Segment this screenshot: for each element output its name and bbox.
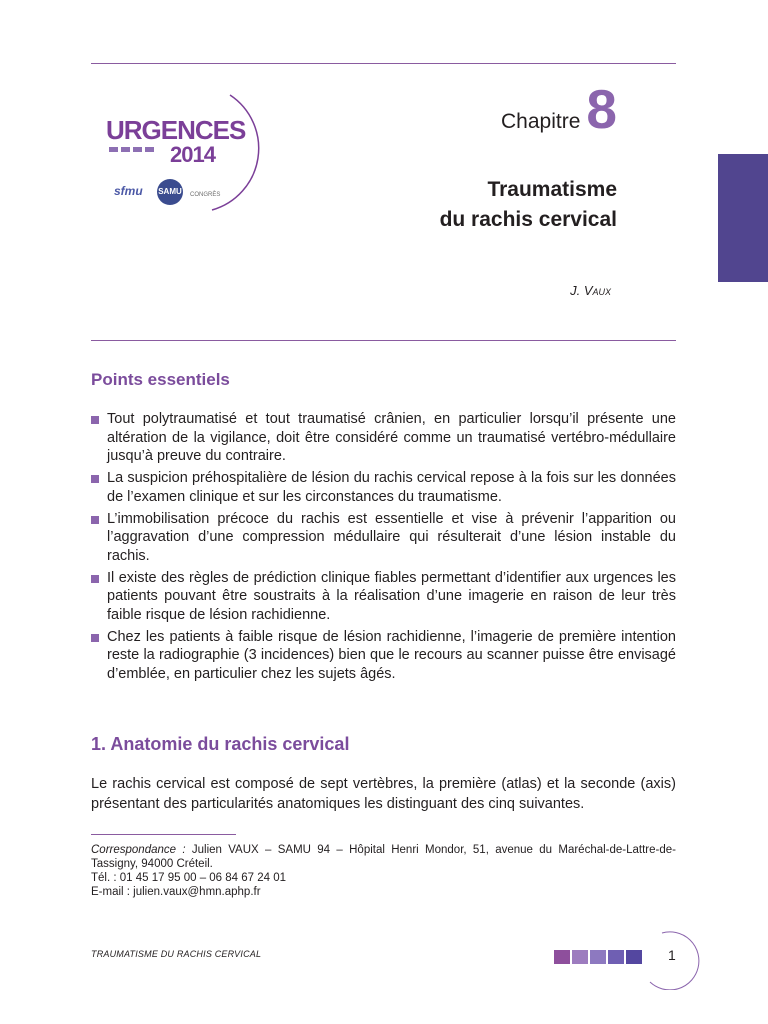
footer-color-squares [554, 950, 642, 964]
urgences-2014-logo [104, 92, 264, 217]
logo-sfmu: sfmu [114, 184, 143, 198]
section-1-heading: 1. Anatomie du rachis cervical [91, 734, 350, 754]
key-point: La suspicion préhospitalière de lésion du rachis cervical repose à la fois sur les données de l’examen clinique et sur les circonstances du traumatisme. [91, 469, 676, 506]
key-point: Tout polytraumatisé et tout traumatisé crânien, en particulier lorsqu’il présente une altération de la vigilance, doit être considéré comme un traumatisé vertébro-médullaire jusqu’à preuve du contraire. [91, 410, 676, 466]
footnote-rule [91, 834, 236, 835]
points-essentiels-heading: Points essentiels [91, 370, 230, 389]
chapter-title-line1: Traumatisme [487, 178, 617, 201]
page-number-badge [644, 930, 704, 990]
footer-square [608, 950, 624, 964]
footer-square [554, 950, 570, 964]
logo-word-urgences: URGENCES [106, 115, 246, 145]
footnote-phone: Tél. : 01 45 17 95 00 – 06 84 67 24 01 [91, 872, 287, 884]
bullet-square-icon [91, 516, 99, 524]
key-point: Il existe des règles de prédiction clinique fiables permettant d’identifier aux urgences les patients pouvant être soustraits à la réalisation d’une imagerie en raison de leur très faible risque de lésion rachidienne. [91, 569, 676, 625]
footer-square [626, 950, 642, 964]
chapter-title-line2: du rachis cervical [439, 208, 617, 231]
footnote-label: Correspondance : [91, 844, 186, 856]
key-points-list [91, 410, 676, 687]
page-number: 1 [668, 947, 676, 963]
chapter-title [440, 175, 617, 235]
bullet-square-icon [91, 575, 99, 583]
top-rule [91, 63, 676, 64]
logo-year: 2014 [170, 142, 215, 167]
running-footer-title: TRAUMATISME DU RACHIS CERVICAL [91, 949, 262, 959]
chapter-side-tab [718, 154, 768, 282]
footer-square [572, 950, 588, 964]
chapter-heading [501, 78, 617, 140]
key-point: Chez les patients à faible risque de lésion rachidienne, l’imagerie de première intention reste la radiographie (3 incidences) bien que le recours au scanner puisse être envisagé d’emblée, en particulier chez les sujets âgés. [91, 628, 676, 684]
chapter-label: Chapitre [501, 110, 581, 133]
header-bottom-rule [91, 340, 676, 341]
footnote-email: E-mail : julien.vaux@hmn.aphp.fr [91, 886, 261, 898]
key-point: L’immobilisation précoce du rachis est essentielle et vise à prévenir l’apparition ou l’aggravation d’une compression médullaire qui résulterait d’une lésion instable du rachis. [91, 510, 676, 566]
bullet-square-icon [91, 416, 99, 424]
footer-square [590, 950, 606, 964]
logo-squares [109, 147, 154, 152]
bullet-square-icon [91, 475, 99, 483]
logo-samu-seal: SAMU [157, 179, 183, 205]
footnote-address: Correspondance : Julien VAUX – SAMU 94 – Hôpital Henri Mondor, 51, avenue du Maréchal-de-Lattre-de-Tassigny, 94000 Créteil. [91, 844, 676, 870]
bullet-square-icon [91, 634, 99, 642]
chapter-number: 8 [586, 78, 617, 140]
logo-tagline: CONGRÈS [190, 192, 221, 198]
section-1-paragraph: Le rachis cervical est composé de sept vertèbres, la première (atlas) et la seconde (axis) présentant des particularités anatomiques les distinguant des cinq suivantes. [91, 776, 676, 812]
author: J. Vaux [570, 283, 611, 298]
correspondence-footnote [91, 843, 676, 899]
